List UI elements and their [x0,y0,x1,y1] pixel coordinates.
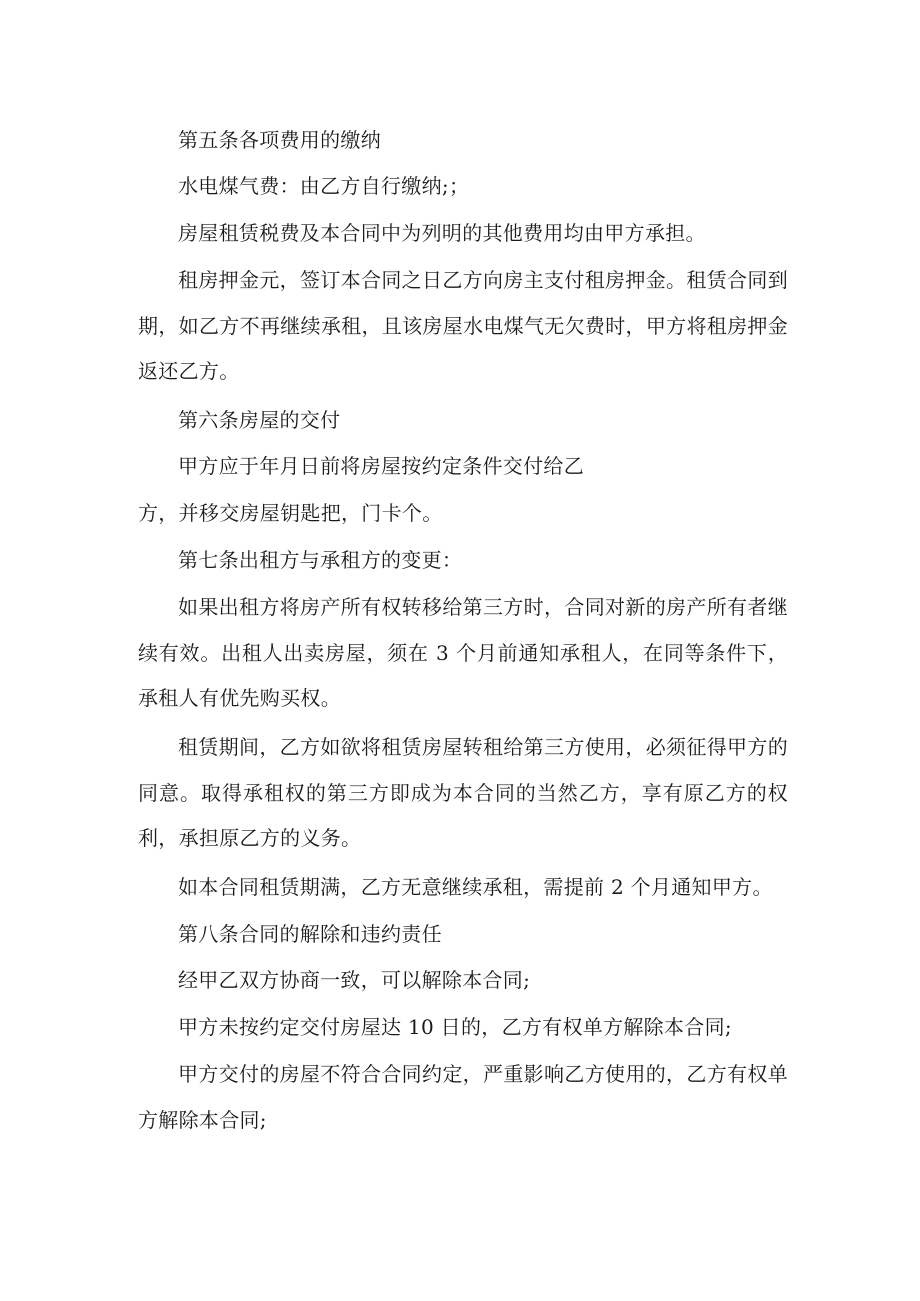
paragraph: 水电煤气费：由乙方自行缴纳;； [178,174,470,198]
paragraph: 经甲乙双方协商一致，可以解除本合同; [178,968,531,992]
paragraph: 第六条房屋的交付 [178,408,341,432]
paragraph: 租房押金元，签订本合同之日乙方向房主支付租房押金。租赁合同到期，如乙方不再继续承租，且该房屋水电煤气无欠费时，甲方将租房押金返还乙方。 [138,268,788,383]
paragraph: 租赁期间，乙方如欲将租赁房屋转租给第三方使用，必须征得甲方的同意。取得承租权的第三方即成为本合同的当然乙方，享有原乙方的权利，承担原乙方的义务。 [138,735,788,850]
paragraph: 如果出租方将房产所有权转移给第三方时，合同对新的房产所有者继续有效。出租人出卖房屋，须在 3 个月前通知承租人，在同等条件下，承租人有优先购买权。 [138,595,788,710]
paragraph: 第五条各项费用的缴纳 [178,128,381,152]
paragraph: 第八条合同的解除和违约责任 [178,922,442,946]
paragraph: 甲方应于年月日前将房屋按约定条件交付给乙 [178,454,584,478]
paragraph: 甲方未按约定交付房屋达 10 日的，乙方有权单方解除本合同; [178,1015,732,1039]
paragraph: 如本合同租赁期满，乙方无意继续承租，需提前 2 个月通知甲方。 [178,875,773,899]
paragraph: 第七条出租方与承租方的变更： [178,548,463,572]
paragraph: 甲方交付的房屋不符合合同约定，严重影响乙方使用的，乙方有权单方解除本合同; [138,1062,788,1132]
paragraph: 方，并移交房屋钥匙把，门卡个。 [138,501,443,525]
paragraph: 房屋租赁税费及本合同中为列明的其他费用均由甲方承担。 [178,221,706,245]
